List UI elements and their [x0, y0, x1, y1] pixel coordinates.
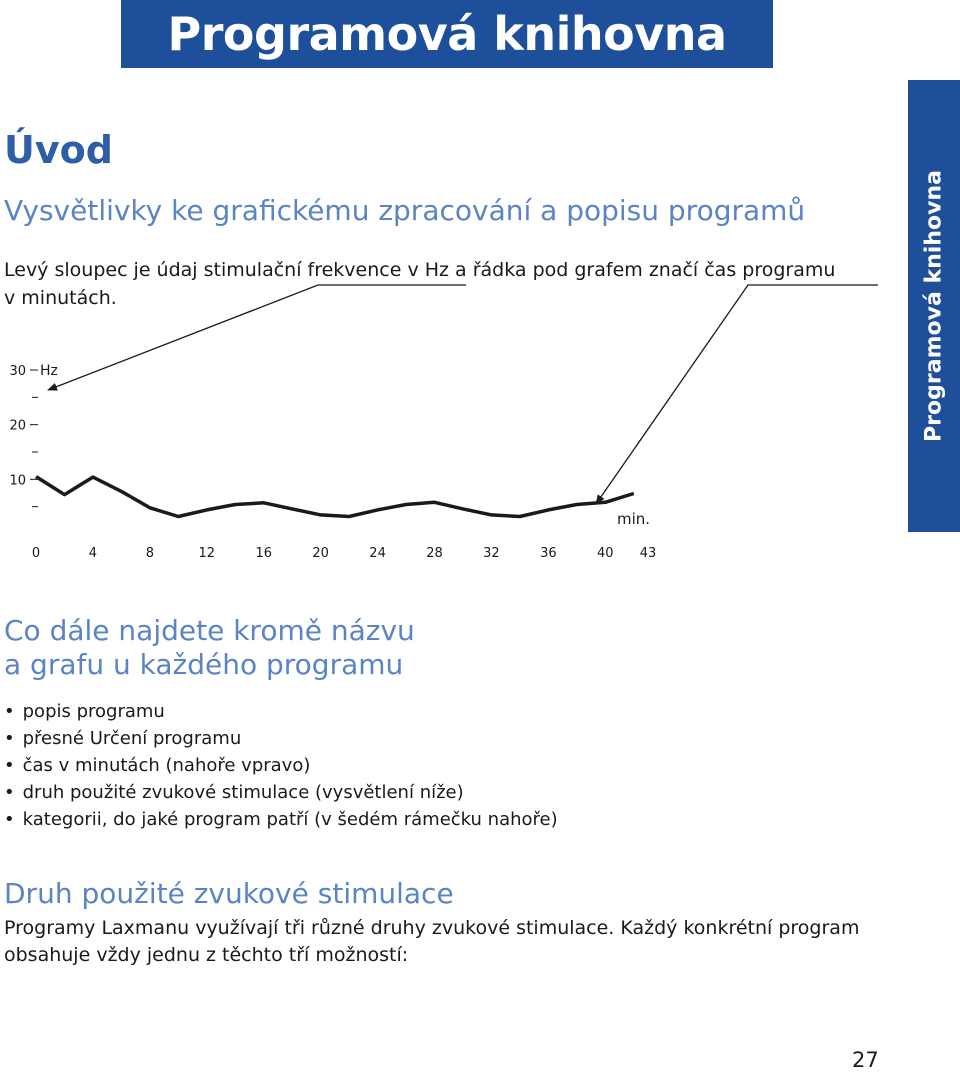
x-tick-label: 20 [312, 546, 329, 561]
page-title-banner [121, 0, 773, 68]
x-tick-label: 36 [540, 546, 557, 561]
y-tick-label: 30 [9, 364, 26, 379]
y-unit-label: Hz [40, 363, 58, 379]
x-tick-label: 43 [639, 546, 657, 561]
x-tick-label: 28 [426, 546, 443, 561]
x-tick-label: 0 [31, 546, 41, 561]
intro-text-line1: Levý sloupec je údaj stimulační frekvence v Hz a řádka pod grafem značí čas programu [4, 259, 836, 281]
bullet-list [4, 698, 558, 833]
x-tick-label: 32 [483, 546, 500, 561]
intro-heading: Úvod [4, 128, 113, 172]
page-title: Programová knihovna [167, 7, 727, 61]
y-tick-label: 10 [9, 473, 26, 489]
intro-subheading: Vysvětlivky ke grafickému zpracování a popisu programů [4, 194, 806, 227]
y-axis [9, 364, 38, 507]
x-tick-label: 4 [88, 546, 98, 561]
x-tick-label: 8 [145, 546, 155, 561]
time-callout-arrow [596, 285, 878, 504]
section3-heading: Druh použité zvukové stimulace [4, 877, 454, 910]
hz-callout-arrow [48, 285, 466, 390]
page-number: 27 [852, 1048, 879, 1072]
list-item: • kategorii, do jaké program patří (v šedém rámečku nahoře) [4, 806, 558, 833]
list-item: • popis programu [4, 698, 558, 725]
example-chart [0, 280, 900, 580]
intro-text-line2: v minutách. [4, 287, 117, 309]
section3-text-line2: obsahuje vždy jednu z těchto tří možností: [4, 944, 409, 966]
x-tick-label: 12 [198, 546, 216, 561]
list-item: • čas v minutách (nahoře vpravo) [4, 752, 558, 779]
x-tick-label: 40 [597, 546, 614, 561]
list-item: • přesné Určení programu [4, 725, 558, 752]
series-line [36, 477, 634, 517]
section3-text-line1: Programy Laxmanu využívají tři různé druhy zvukové stimulace. Každý konkrétní program [4, 917, 860, 939]
side-tab-label: Programová knihovna [921, 170, 947, 442]
x-axis [32, 546, 656, 561]
x-unit-label: min. [617, 510, 651, 528]
side-tab [908, 80, 960, 532]
x-tick-label: 16 [255, 546, 272, 561]
section2-heading-line2: a grafu u každého programu [4, 648, 404, 681]
x-tick-label: 24 [369, 546, 386, 561]
section2-heading-line1: Co dále najdete kromě názvu [4, 614, 415, 647]
list-item: • druh použité zvukové stimulace (vysvětlení níže) [4, 779, 558, 806]
y-tick-label: 20 [9, 418, 26, 434]
